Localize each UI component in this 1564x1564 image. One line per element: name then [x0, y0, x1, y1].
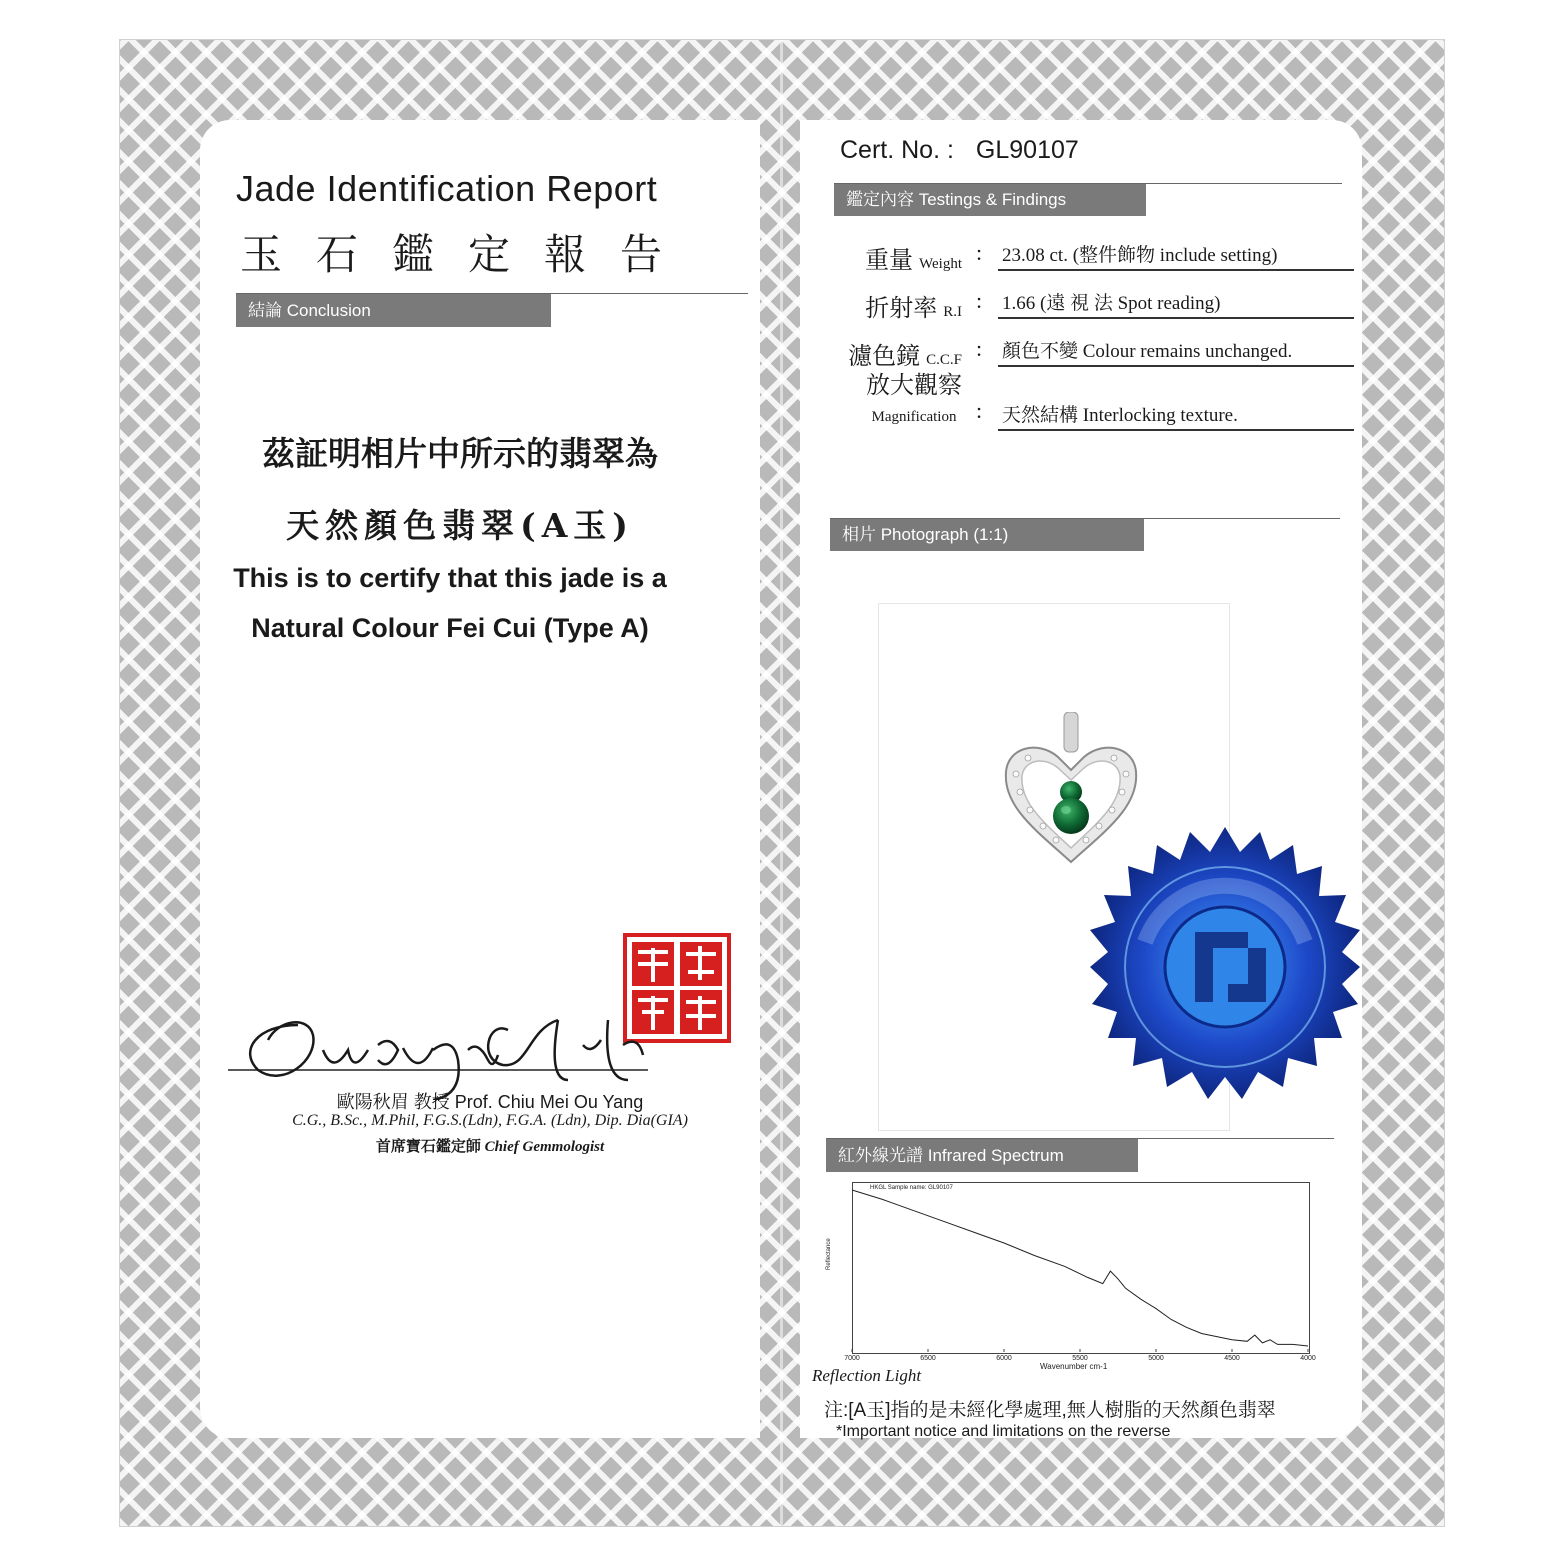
cert-en-line1: This is to certify that this jade is a [233, 563, 667, 593]
signatory-credentials: C.G., B.Sc., M.Phil, F.G.S.(Ldn), F.G.A. (Ldn), Dip. Dia(GIA) [292, 1112, 688, 1129]
cert-number [840, 136, 1079, 165]
finding-row-weight [830, 240, 1354, 280]
report-title-zh: 玉石鑑定報告 [240, 230, 697, 279]
cert-zh-line1: 茲証明相片中所示的翡翠為 [262, 434, 658, 473]
signatory-name: 歐陽秋眉 教授 Prof. Chiu Mei Ou Yang [336, 1092, 644, 1112]
signature [228, 990, 648, 1100]
x-tick-label: 5000 [1148, 1355, 1164, 1362]
spectrum-series-line [852, 1190, 1308, 1346]
finding-label: 放大觀察 Magnification [866, 373, 962, 425]
colon: : [976, 398, 983, 423]
finding-value: 1.66 (遠 視 法 Spot reading) [998, 288, 1354, 319]
signatory-title-en: Chief Gemmologist [484, 1139, 605, 1155]
finding-label: 重量 Weight [865, 248, 962, 274]
colon: : [976, 288, 983, 313]
cert-number-label: Cert. No. : [840, 136, 954, 164]
finding-row-ccf [830, 336, 1354, 376]
cert-zh-line2: 天然顏色翡翠(A玉) [286, 506, 634, 545]
chart-y-label: Reflectance [826, 1238, 832, 1270]
chart-title: HKGL Sample name: GL90107 [870, 1185, 953, 1191]
finding-label: 濾色鏡 C.C.F [848, 344, 962, 370]
signatory-title [230, 1135, 750, 1156]
signatory-title-zh: 首席寶石鑑定師 [375, 1139, 481, 1155]
hologram-seal [1090, 822, 1360, 1112]
cert-en-line2: Natural Colour Fei Cui (Type A) [251, 613, 649, 643]
finding-value: 天然結構 Interlocking texture. [998, 400, 1354, 431]
finding-label: 折射率 R.I [865, 296, 962, 322]
x-tick-label: 6500 [920, 1355, 936, 1362]
colon: : [976, 336, 983, 361]
x-tick-label: 4000 [1300, 1355, 1316, 1362]
conclusion-bar: 結論 Conclusion [236, 294, 551, 327]
colon: : [976, 240, 983, 265]
x-tick-label: 7000 [844, 1355, 860, 1362]
x-tick-label: 4500 [1224, 1355, 1240, 1362]
note-zh: 注:[A玉]指的是未經化學處理,無人樹脂的天然顏色翡翠 [824, 1400, 1276, 1421]
finding-row-magnification [830, 372, 1354, 434]
finding-value: 23.08 ct. (整件飾物 include setting) [998, 240, 1354, 271]
finding-value: 顏色不變 Colour remains unchanged. [998, 336, 1354, 367]
fold-line [780, 40, 783, 1526]
reflection-light-label: Reflection Light [812, 1366, 922, 1385]
cert-number-value: GL90107 [975, 136, 1079, 164]
spectrum-bar: 紅外線光譜 Infrared Spectrum [826, 1139, 1138, 1172]
report-title-en: Jade Identification Report [236, 168, 658, 209]
finding-row-ri [830, 288, 1354, 328]
x-tick-label: 5500 [1072, 1355, 1088, 1362]
note-en: *Important notice and limitations on the reverse [836, 1423, 1171, 1440]
x-tick-label: 6000 [996, 1355, 1012, 1362]
spectrum-chart [826, 1182, 1316, 1362]
photograph-bar: 相片 Photograph (1:1) [830, 519, 1144, 551]
findings-bar: 鑑定內容 Testings & Findings [834, 184, 1146, 216]
chart-x-label: Wavenumber cm-1 [1040, 1362, 1108, 1371]
